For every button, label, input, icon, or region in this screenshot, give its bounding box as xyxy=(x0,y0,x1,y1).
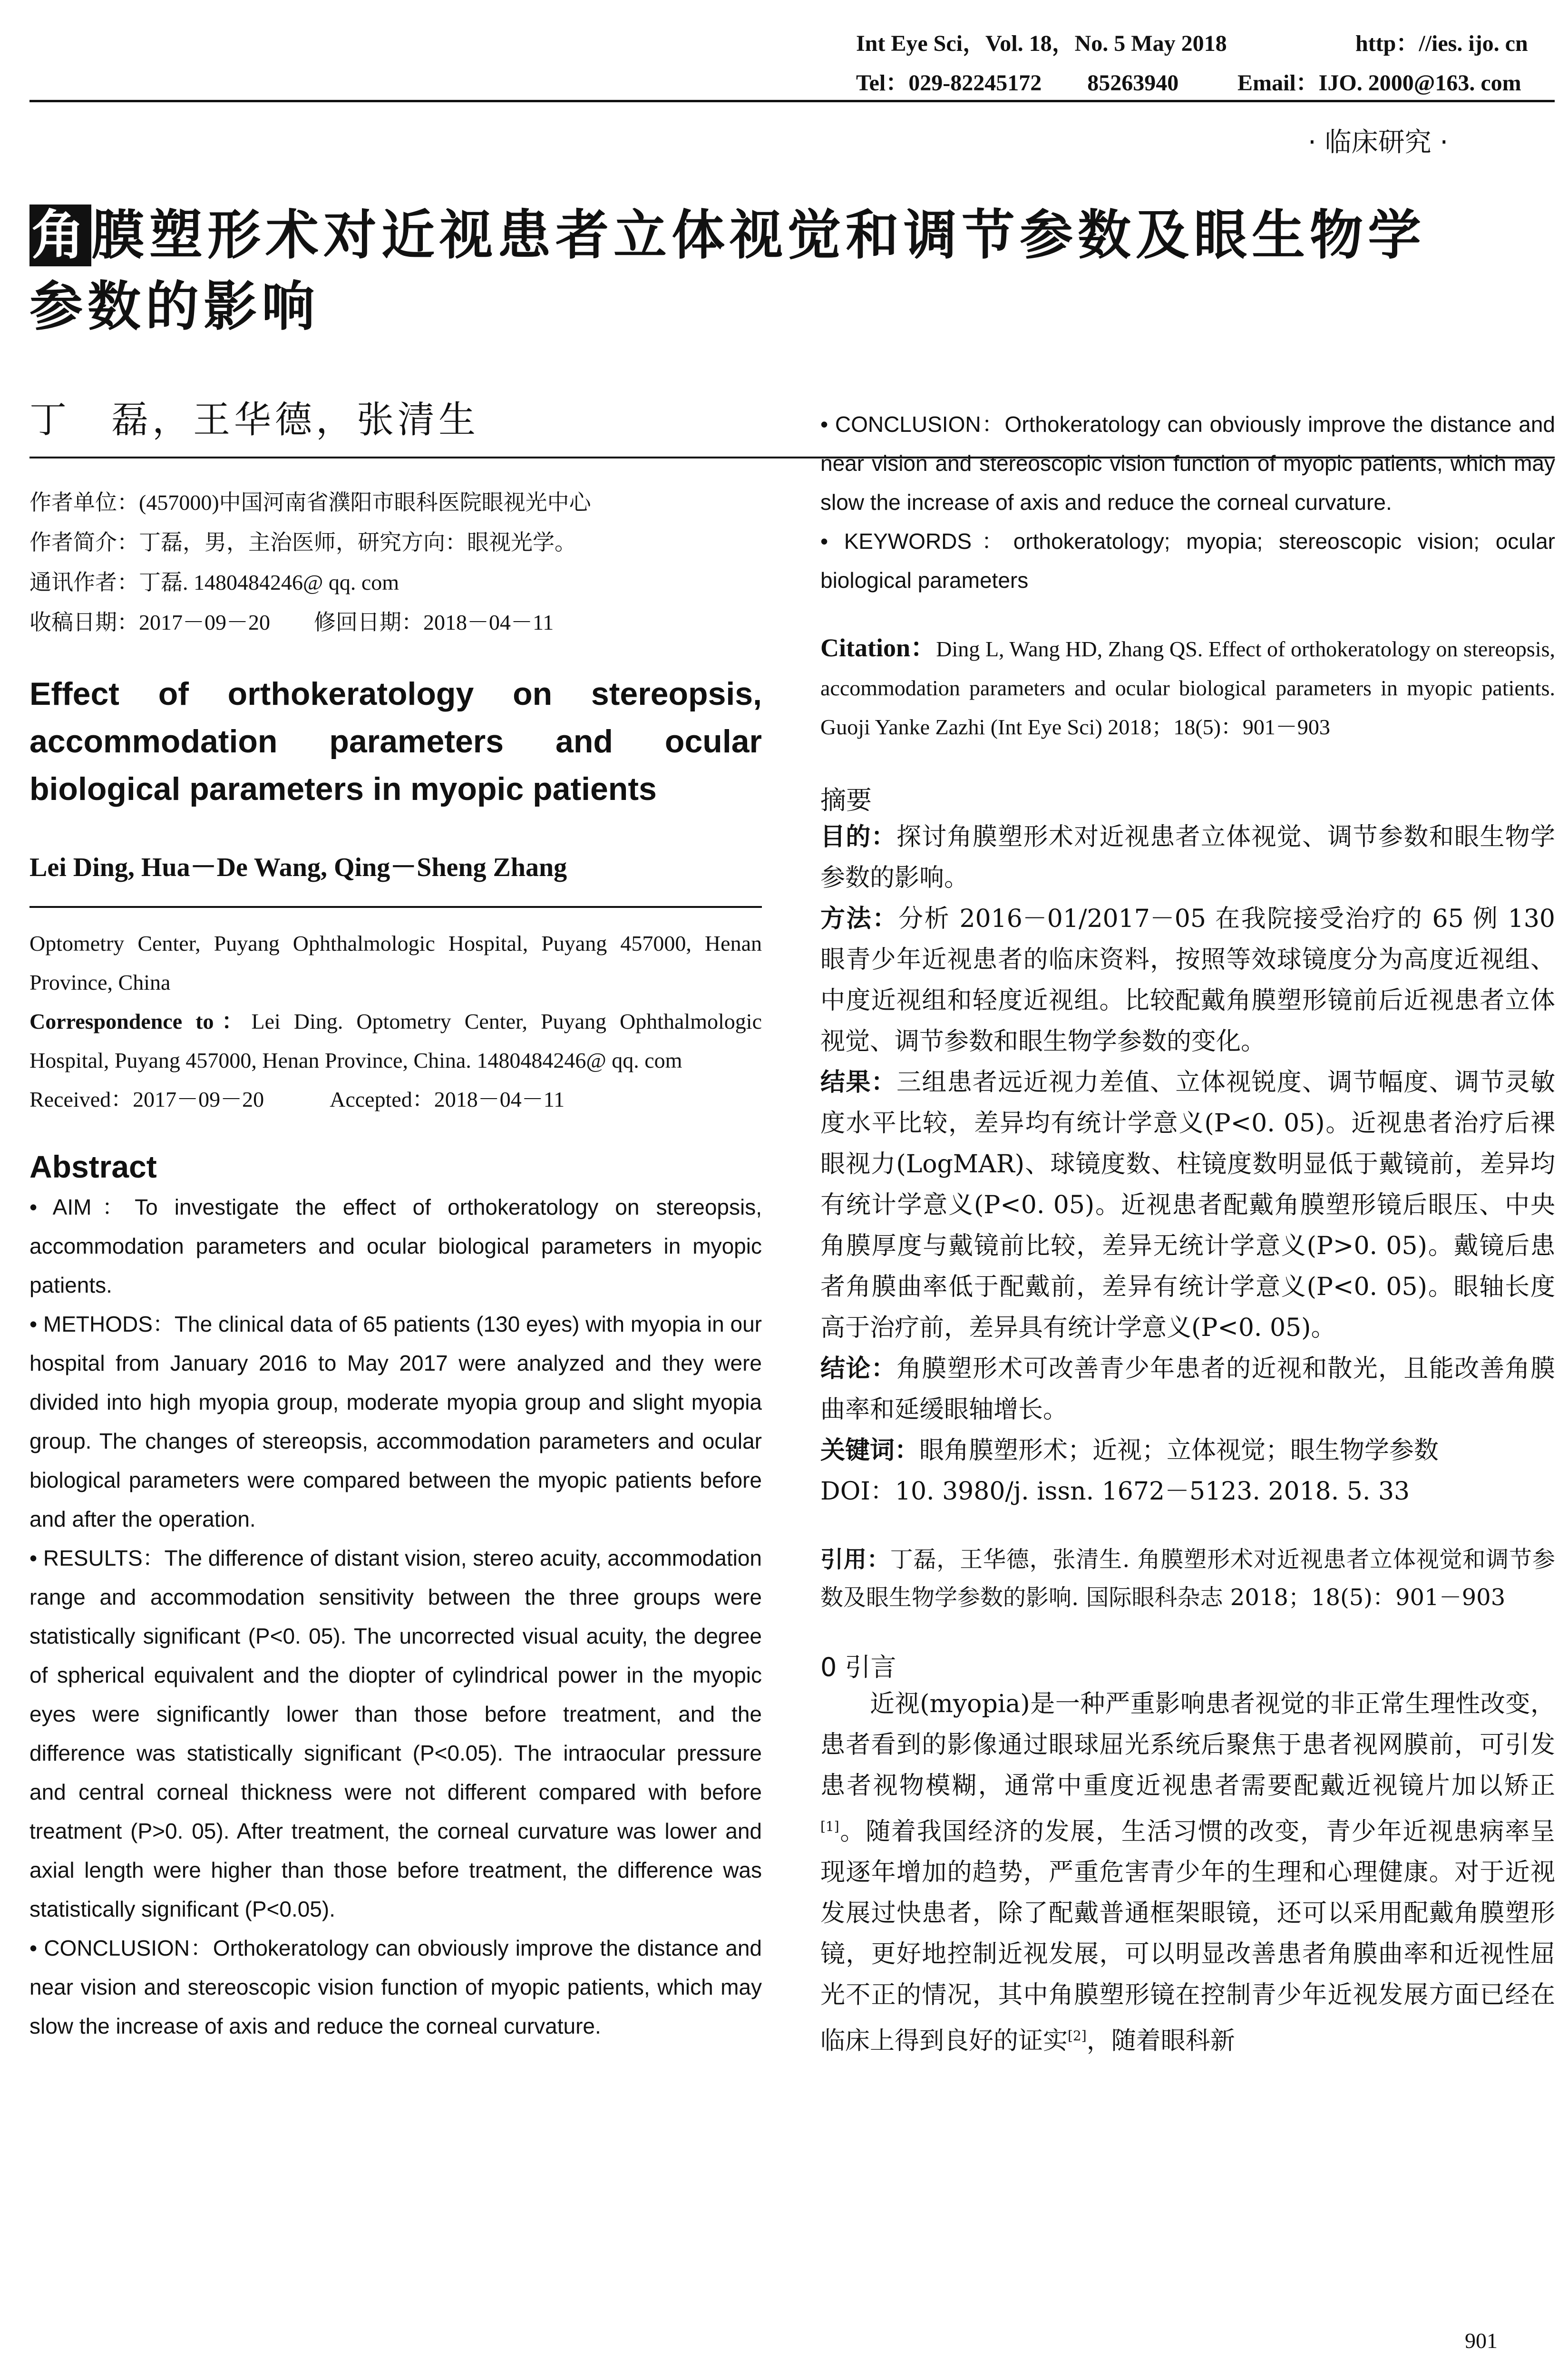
en-title-line: accommodation parameters and ocular xyxy=(29,723,762,760)
en-title-line: biological parameters in myopic patients xyxy=(29,771,657,807)
cn-meta xyxy=(29,483,762,643)
cn-keywords-text: 眼角膜塑形术；近视；立体视觉；眼生物学参数 xyxy=(919,1436,1439,1465)
authors-cn: 丁 磊，王华德，张清生 xyxy=(29,399,480,441)
intro-heading: 0 引言 xyxy=(820,1652,896,1682)
cn-keywords-label: 关键词： xyxy=(820,1436,920,1465)
corr-label: Correspondence to： xyxy=(29,1009,252,1033)
abstract-methods: • METHODS：The clinical data of 65 patients (130 eyes) with myopia in our hospital from January 2016 to May 2017 were analyzed and they were divided into high myopia group, moderate myopia group and slight myopia group. The changes of stereopsis, accommodation parameters and ocular biological parameters were compared between the myopic patients before and after the operation. xyxy=(29,1312,762,1531)
conclusion-tail: • CONCLUSION：Orthokeratology can obviously improve the distance and near vision and stereoscopic vision function of myopic patients, which may slow the increase of axis and reduce the corneal curvature. xyxy=(820,412,1555,515)
cn-citation xyxy=(820,1540,1555,1617)
cn-doi: DOI：10. 3980/j. issn. 1672－5123. 2018. 5. 33 xyxy=(820,1477,1410,1506)
article-title xyxy=(29,200,1561,342)
title-line2: 参数的影响 xyxy=(29,276,320,338)
cn-meta-bio: 作者简介：丁磊，男，主治医师，研究方向：眼视光学。 xyxy=(29,530,576,555)
intro-part1: 近视(myopia)是一种严重影响患者视觉的非正常生理性改变，患者看到的影像通过眼球屈光系统后聚焦于患者视网膜前，可引发患者视物模糊，通常中重度近视患者需要配戴近视镜片加以矫正 xyxy=(820,1690,1555,1800)
section-label: · 临床研究 · xyxy=(1308,127,1449,158)
cn-abstract-conclusion xyxy=(820,1348,1555,1430)
cn-aim-label: 目的： xyxy=(820,823,896,851)
abstract-aim: • AIM：To investigate the effect of orthokeratology on stereopsis, accommodation parameters and ocular biological parameters in myopic patients. xyxy=(29,1195,762,1297)
en-affiliation: Optometry Center, Puyang Ophthalmologic Hospital, Puyang 457000, Henan Province, China xyxy=(29,931,762,994)
title-line1: 膜塑形术对近视患者立体视觉和调节参数及眼生物学 xyxy=(91,205,1426,266)
ref-2[interactable]: [2] xyxy=(1068,2028,1087,2044)
journal-info: Int Eye Sci，Vol. 18，No. 5 May 2018 xyxy=(856,31,1227,56)
en-authors: Lei Ding, Hua－De Wang, Qing－Sheng Zhang xyxy=(29,853,567,882)
cn-results-label: 结果： xyxy=(820,1068,896,1097)
cn-methods-label: 方法： xyxy=(820,905,898,933)
en-correspondence xyxy=(29,1002,762,1080)
cn-abstract-results xyxy=(820,1062,1555,1348)
journal-url[interactable]: http：//ies. ijo. cn xyxy=(1355,31,1528,56)
abstract-keywords: • KEYWORDS：orthokeratology; myopia; stereoscopic vision; ocular biological parameters xyxy=(820,529,1555,593)
journal-email[interactable]: Email：IJO. 2000@163. com xyxy=(1237,70,1521,96)
ref-1[interactable]: [1] xyxy=(820,1819,839,1834)
abstract-conclusion: • CONCLUSION：Orthokeratology can obviously improve the distance and near vision and stereoscopic vision function of myopic patients, which may slow the increase of axis and reduce the corneal curvature. xyxy=(29,1936,762,2038)
cn-methods-text: 分析 2016－01/2017－05 在我院接受治疗的 65 例 130 眼青少年近视患者的临床资料，按照等效球镜度分为高度近视组、中度近视组和轻度近视组。比较配戴角膜塑形镜前后近视患者立体视觉、调节参数和眼生物学参数的变化。 xyxy=(820,905,1555,1056)
citation-text: Ding L, Wang HD, Zhang QS. Effect of orthokeratology on stereopsis, accommodation parameters and ocular biological parameters in myopic patients. Guoji Yanke Zazhi (Int Eye Sci) 2018；18(5)：901－903 xyxy=(820,637,1555,739)
page-number: 901 xyxy=(1465,2328,1498,2353)
journal-tel: Tel：029-82245172 85263940 xyxy=(856,70,1179,96)
citation xyxy=(820,628,1555,747)
cn-abstract-keywords xyxy=(820,1430,1555,1471)
left-column xyxy=(29,483,762,2046)
cn-results-text: 三组患者远近视力差值、立体视锐度、调节幅度、调节灵敏度水平比较，差异均有统计学意义(P<0. 05)。近视患者治疗后裸眼视力(LogMAR)、球镜度数、柱镜度数明显低于戴镜前，差异均有统计学意义(P<0. 05)。近视患者配戴角膜塑形镜后眼压、中央角膜厚度与戴镜前比较，差异无统计学意义(P>0. 05)。戴镜后患者角膜曲率低于配戴前，差异有统计学意义(P<0. 05)。眼轴长度高于治疗前，差异具有统计学意义(P<0. 05)。 xyxy=(820,1068,1555,1342)
header-rule xyxy=(29,100,1555,102)
right-column xyxy=(820,412,1555,2062)
cn-meta-corr: 通讯作者：丁磊. 1480484246@ qq. com xyxy=(29,570,399,594)
cn-aim-text: 探讨角膜塑形术对近视患者立体视觉、调节参数和眼生物学参数的影响。 xyxy=(820,823,1555,892)
en-received: Received：2017－09－20 Accepted：2018－04－11 xyxy=(29,1087,565,1111)
abstract-heading: Abstract xyxy=(29,1149,157,1184)
en-title xyxy=(29,670,762,813)
cn-conclusion-label: 结论： xyxy=(820,1354,896,1383)
en-title-line: Effect of orthokeratology on stereopsis, xyxy=(29,676,762,712)
cn-conclusion-text: 角膜塑形术可改善青少年患者的近视和散光，且能改善角膜曲率和延缓眼轴增长。 xyxy=(820,1354,1555,1424)
cn-abstract-aim xyxy=(820,817,1555,898)
intro-paragraph xyxy=(820,1684,1555,2062)
cn-meta-dates: 收稿日期：2017－09－20 修回日期：2018－04－11 xyxy=(29,610,554,634)
abstract-conclusion-cont xyxy=(820,412,1555,522)
intro-part3: ，随着眼科新 xyxy=(1086,2026,1235,2056)
intro-part2: 。随着我国经济的发展，生活习惯的改变，青少年近视患病率呈现逐年增加的趋势，严重危害青少年的生理和心理健康。对于近视发展过快患者，除了配戴普通框架眼镜，还可以采用配戴角膜塑形镜，更好地控制近视发展，可以明显改善患者角膜曲率和近视性屈光不正的情况，其中角膜塑形镜在控制青少年近视发展方面已经在临床上得到良好的证实 xyxy=(820,1817,1555,2056)
cn-abstract-methods xyxy=(820,898,1555,1062)
en-authors-rule xyxy=(29,906,762,908)
cn-cite-text: 丁磊，王华德，张清生. 角膜塑形术对近视患者立体视觉和调节参数及眼生物学参数的影响. 国际眼科杂志 2018；18(5)：901－903 xyxy=(820,1546,1555,1611)
cn-meta-affiliation: 作者单位：(457000)中国河南省濮阳市眼科医院眼视光中心 xyxy=(29,490,591,515)
abstract-results: • RESULTS：The difference of distant vision, stereo acuity, accommodation range and accommodation sensitivity between the three groups were statistically significant (P<0. 05). The uncorrected visual acuity, the degree of spherical equivalent and the diopter of cylindrical power in the myopic eyes were significantly lower than those before treatment, and the difference was statistically significant (P<0.05). The intraocular pressure and central corneal thickness were not different compared with before treatment (P>0. 05). After treatment, the corneal curvature was lower and axial length were higher than those before treatment, the difference was statistically significant (P<0.05). xyxy=(29,1546,762,1921)
title-first-char: 角 xyxy=(29,205,91,266)
cn-cite-label: 引用： xyxy=(820,1546,890,1573)
cn-abstract-heading: 摘要 xyxy=(820,785,872,815)
citation-label: Citation： xyxy=(820,633,936,662)
corr-text: Lei Ding. Optometry Center, Puyang Ophthalmologic Hospital, Puyang 457000, Henan Province, China. 1480484246@ qq. com xyxy=(29,1009,762,1072)
